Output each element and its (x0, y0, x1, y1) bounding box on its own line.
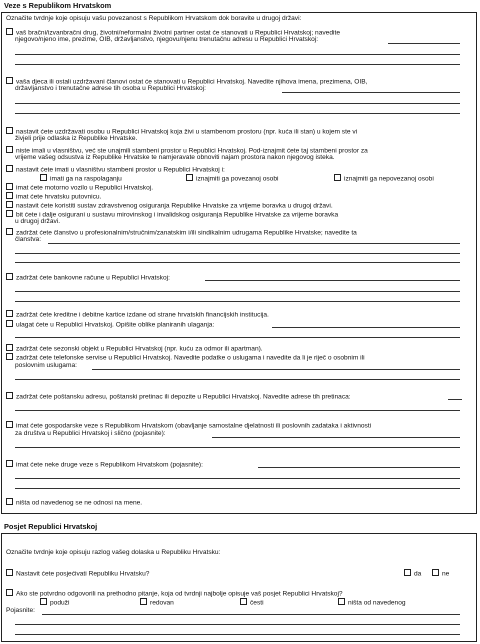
checkbox[interactable] (6, 421, 13, 428)
item-support-person: nastavit ćete uzdržavati osobu u Republici Hrvatskoj koja živi u stambenom prostoru (npr. kuća ili stan) u kojem ste vi (6, 127, 357, 136)
item-spouse-line2: njegovo/njeno ime, prezime, OIB, državljanstvo, njegovu/njenu trenutačnu adresu u Republici Hrvatskoj: (15, 36, 319, 43)
checkbox[interactable] (6, 460, 13, 467)
checkbox[interactable] (6, 183, 13, 190)
answer-line[interactable] (15, 301, 460, 302)
answer-line[interactable] (15, 410, 460, 411)
item-support-person-line2: živjeli prije odlaska iz Republike Hrvatske. (15, 135, 138, 142)
checkbox[interactable] (40, 174, 47, 181)
answer-line[interactable] (282, 92, 460, 93)
checkbox[interactable] (338, 598, 345, 605)
checkbox[interactable] (6, 77, 13, 84)
answer-line[interactable] (15, 64, 460, 65)
answer-line[interactable] (15, 624, 460, 625)
item-none: ništa od navedenog se ne odnosi na mene. (6, 498, 142, 507)
item-postal-address: zadržat ćete poštansku adresu, poštanski pretinac ili depozite u Republici Hrvatskoj. Navedite adrese tih pretinaca: (6, 392, 351, 401)
answer-line[interactable] (15, 253, 460, 254)
option-longer: poduži (40, 598, 69, 607)
checkbox[interactable] (6, 353, 13, 360)
answer-line[interactable] (15, 337, 460, 338)
item-investment: ulagat ćete u Republici Hrvatskoj. Opišite oblike planiranih ulaganja: (6, 320, 214, 329)
explain-label: Pojasnite: (6, 607, 35, 614)
answer-line[interactable] (15, 54, 460, 55)
answer-line[interactable] (15, 488, 460, 489)
answer-line[interactable] (48, 243, 460, 244)
answer-line[interactable] (15, 113, 460, 114)
answer-line[interactable] (448, 399, 462, 400)
checkbox[interactable] (6, 192, 13, 199)
checkbox[interactable] (6, 28, 13, 35)
item-health-insurance: nastavit ćete koristiti sustav zdravstvenog osiguranja Republike Hrvatske za vrijeme boravka u drugoj državi. (6, 201, 333, 210)
answer-line[interactable] (15, 379, 460, 380)
question-continue-visiting: Nastavit ćete posjećivati Republiku Hrvatsku? (6, 569, 149, 578)
checkbox[interactable] (6, 127, 13, 134)
option-rent-unrelated: iznajmiti ga nepovezanoj osobi (334, 174, 434, 183)
option-none-of-above: ništa od navedenog (338, 598, 406, 607)
checkbox[interactable] (404, 569, 411, 576)
checkbox[interactable] (140, 598, 147, 605)
item-children: vaša djeca ili ostali uzdržavani članovi ostat će stanovati u Republici Hrvatskoj. Navedite njihova imena, prezimena, OIB, (6, 77, 367, 86)
item-phone-services: zadržat ćete telefonske servise u Republici Hrvatskoj. Navedite podatke o uslugama i navedite da li je riječ o osobnim ili (6, 353, 365, 362)
checkbox[interactable] (6, 210, 13, 217)
item-sublet-line2: vrijeme vašeg odsustva iz Republike Hrvatske te namjeravate obnoviti najam prostora nakon njegovog isteka. (15, 154, 335, 161)
option-frequent: česti (240, 598, 264, 607)
item-pension-line2: u drugoj državi. (15, 218, 61, 225)
checkbox[interactable] (6, 392, 13, 399)
checkbox[interactable] (6, 146, 13, 153)
item-cards: zadržat ćete kreditne i debitne kartice izdane od strane hrvatskih financijskih institucija. (6, 310, 269, 319)
answer-line[interactable] (258, 467, 460, 468)
item-vehicle: imat ćete motorno vozilo u Republici Hrvatskoj. (6, 183, 153, 192)
section-title-ties: Veze s Republikom Hrvatskom (4, 1, 112, 10)
checkbox[interactable] (6, 589, 13, 596)
answer-no: ne (432, 569, 449, 578)
checkbox[interactable] (6, 320, 13, 327)
checkbox[interactable] (6, 165, 13, 172)
answer-line[interactable] (212, 437, 460, 438)
option-rent-related: iznajmiti ga povezanoj osobi (186, 174, 278, 183)
item-business-ties: imat ćete gospodarske veze s Republikom Hrvatskom (obavljanje samostalne djelatnosti ili poslovnih zadataka i aktivnosti (6, 421, 371, 430)
section-title-visits: Posjet Republici Hrvatskoj (4, 522, 98, 531)
option-regular: redovan (140, 598, 174, 607)
item-passport: imat ćete hrvatsku putovnicu. (6, 192, 101, 201)
answer-line[interactable] (15, 291, 460, 292)
item-sublet: niste imali u vlasništvu, već ste unajmili stambeni prostor u Republici Hrvatskoj. Pod-iznajmit ćete taj stambeni prostor za (6, 146, 368, 155)
item-other-ties: imat ćete neke druge veze s Republikom Hrvatskom (pojasnite): (6, 460, 203, 469)
ties-intro: Označite tvrdnje koje opisuju vašu povezanost s Republikom Hrvatskom dok boravite u drugoj državi: (6, 15, 302, 22)
option-available: imati ga na raspolaganju (40, 174, 122, 183)
item-membership: zadržat ćete članstvo u profesionalnim/stručnim/zanatskim i/ili sindikalnim udrugama Republike Hrvatske; navedite ta (6, 228, 357, 237)
checkbox[interactable] (432, 569, 439, 576)
item-phone-services-line2: poslovnim uslugama: (15, 362, 77, 369)
answer-line[interactable] (205, 280, 460, 281)
item-seasonal-property: zadržat ćete sezonski objekt u Republici Hrvatskoj (npr. kuću za odmor ili apartman). (6, 344, 263, 353)
checkbox[interactable] (6, 310, 13, 317)
checkbox[interactable] (6, 498, 13, 505)
answer-line[interactable] (15, 447, 460, 448)
question-visit-type: Ako ste potvrdno odgovorili na prethodno pitanje, koja od tvrdnji najbolje opisuje vaš posjet Republici Hrvatskoj? (6, 589, 343, 598)
answer-line[interactable] (272, 327, 460, 328)
answer-line[interactable] (15, 634, 460, 635)
checkbox[interactable] (6, 201, 13, 208)
checkbox[interactable] (6, 273, 13, 280)
checkbox[interactable] (6, 228, 13, 235)
answer-line[interactable] (388, 43, 460, 44)
item-children-line2: državljanstvo i trenutačne adrese tih osoba u Republici Hrvatskoj: (15, 85, 206, 92)
item-bank-accounts: zadržat ćete bankovne račune u Republici Hrvatskoj: (6, 273, 170, 282)
checkbox[interactable] (186, 174, 193, 181)
item-membership-line2: članstva: (15, 236, 42, 243)
item-own-home: nastavit ćete imati u vlasništvu stambeni prostor u Republici Hrvatskoj i: (6, 165, 225, 174)
answer-line[interactable] (15, 103, 460, 104)
answer-line[interactable] (92, 369, 460, 370)
item-spouse: vaš bračni/izvanbračni drug, životni/neformalni životni partner ostat će stanovati u Republici Hrvatskoj; navedite (6, 28, 340, 37)
answer-line[interactable] (15, 262, 460, 263)
item-pension: bit ćete i dalje osigurani u sustavu mirovinskog i invalidskog osiguranja Republike Hrvatske za vrijeme boravka (6, 210, 338, 219)
checkbox[interactable] (240, 598, 247, 605)
checkbox[interactable] (6, 344, 13, 351)
checkbox[interactable] (40, 598, 47, 605)
item-business-ties-line2: za društva u Republici Hrvatskoj i slično (pojasnite): (15, 430, 166, 437)
checkbox[interactable] (6, 569, 13, 576)
answer-yes: da (404, 569, 421, 578)
visits-intro: Označite tvrdnje koje opisuju razlog vašeg dolaska u Republiku Hrvatsku: (6, 549, 221, 556)
checkbox[interactable] (334, 174, 341, 181)
answer-line[interactable] (42, 614, 460, 615)
answer-line[interactable] (15, 478, 460, 479)
